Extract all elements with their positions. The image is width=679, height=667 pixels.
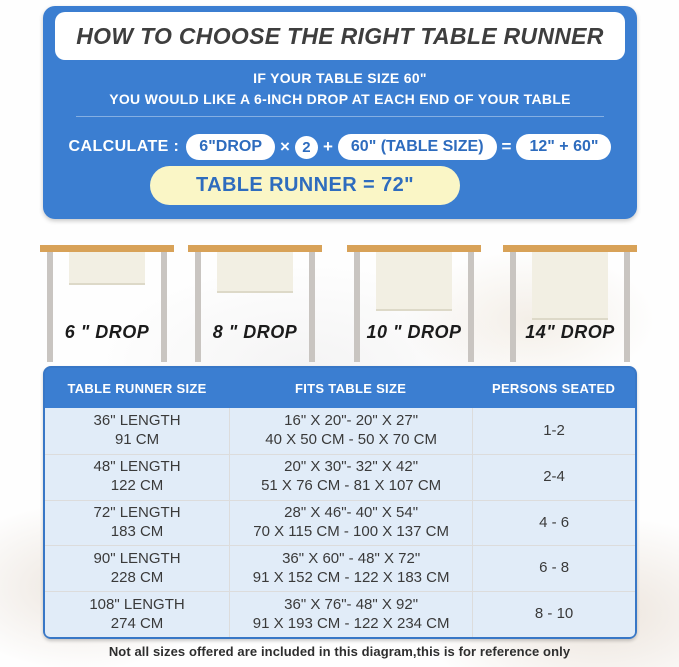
equals-sign: =: [501, 137, 512, 156]
tabletop: [347, 245, 481, 252]
drop-illustrations: [0, 240, 679, 366]
persons-cell: 8 - 10: [472, 592, 635, 637]
table-row: [45, 545, 635, 591]
runner-size-cell: 90" LENGTH 228 CM: [93, 550, 181, 586]
sum-pill: 12" + 60": [516, 134, 611, 160]
table-leg: [161, 252, 167, 362]
drop-label: 6 " DROP: [64, 322, 150, 342]
table-row: [45, 454, 635, 500]
column-header-fits-table: FITS TABLE SIZE: [295, 380, 407, 396]
table-row: [45, 408, 635, 454]
fits-table-cell: 16" X 20"- 20" X 27" 40 X 50 CM - 50 X 70 CM: [229, 408, 472, 454]
table-leg: [624, 252, 630, 362]
table-leg: [354, 252, 360, 362]
table-size-pill: 60" (TABLE SIZE): [338, 134, 497, 160]
multiplier-circle: 2: [295, 136, 318, 159]
table-leg: [468, 252, 474, 362]
runner-size-cell: 72" LENGTH 183 CM: [93, 504, 181, 540]
drop-label: 10 " DROP: [366, 322, 462, 342]
table-leg: [309, 252, 315, 362]
title-box: [55, 12, 625, 60]
table-illustration-14in: [503, 240, 637, 366]
table-leg: [195, 252, 201, 362]
runner-drape: [217, 245, 293, 293]
table-illustration-6in: [40, 240, 174, 366]
calculate-label: CALCULATE :: [68, 138, 180, 155]
table-illustration-10in: [347, 240, 481, 366]
drop-label: 14" DROP: [525, 322, 615, 342]
persons-cell: 4 - 6: [472, 501, 635, 546]
subtitle: [43, 68, 637, 110]
runner-size-cell: 36" LENGTH 91 CM: [93, 412, 181, 448]
table-leg: [47, 252, 53, 362]
fits-table-cell: 20" X 30"- 32" X 42" 51 X 76 CM - 81 X 107 CM: [229, 455, 472, 500]
page-title: HOW TO CHOOSE THE RIGHT TABLE RUNNER: [76, 22, 604, 49]
times-sign: ×: [280, 137, 290, 156]
calculation-formula: [43, 132, 637, 162]
table-row: [45, 500, 635, 546]
runner-drape: [532, 245, 608, 320]
column-header-runner-size: TABLE RUNNER SIZE: [67, 380, 207, 396]
tabletop: [503, 245, 637, 252]
tabletop: [40, 245, 174, 252]
tabletop: [188, 245, 322, 252]
drop-label: 8 " DROP: [212, 322, 298, 342]
table-leg: [510, 252, 516, 362]
runner-drape: [376, 245, 452, 311]
fits-table-cell: 28" X 46"- 40" X 54" 70 X 115 CM - 100 X 137 CM: [229, 501, 472, 546]
instruction-panel: [43, 6, 637, 219]
size-table-body: [45, 408, 635, 637]
divider: [76, 116, 604, 117]
table-illustration-8in: [188, 240, 322, 366]
runner-size-cell: 48" LENGTH 122 CM: [93, 458, 181, 495]
fits-table-cell: 36" X 76"- 48" X 92" 91 X 193 CM - 122 X 234 CM: [229, 592, 472, 637]
plus-sign: +: [322, 137, 333, 156]
persons-cell: 1-2: [472, 408, 635, 454]
result-pill: TABLE RUNNER = 72": [150, 166, 460, 205]
fits-table-cell: 36" X 60" - 48" X 72" 91 X 152 CM - 122 X 183 CM: [229, 546, 472, 591]
persons-cell: 6 - 8: [472, 546, 635, 591]
runner-size-cell: 108" LENGTH 274 CM: [89, 595, 185, 632]
disclaimer-note: Not all sizes offered are included in this diagram,this is for reference only: [108, 644, 571, 659]
size-table-header: [45, 368, 635, 408]
column-header-persons: PERSONS SEATED: [491, 380, 616, 396]
subtitle-line-2: YOU WOULD LIKE A 6-INCH DROP AT EACH END OF YOUR TABLE: [109, 91, 571, 107]
drop-value-pill: 6"DROP: [186, 134, 275, 160]
size-table: [43, 366, 637, 639]
persons-cell: 2-4: [472, 455, 635, 500]
subtitle-line-1: IF YOUR TABLE SIZE 60": [253, 70, 427, 86]
table-row: [45, 591, 635, 637]
